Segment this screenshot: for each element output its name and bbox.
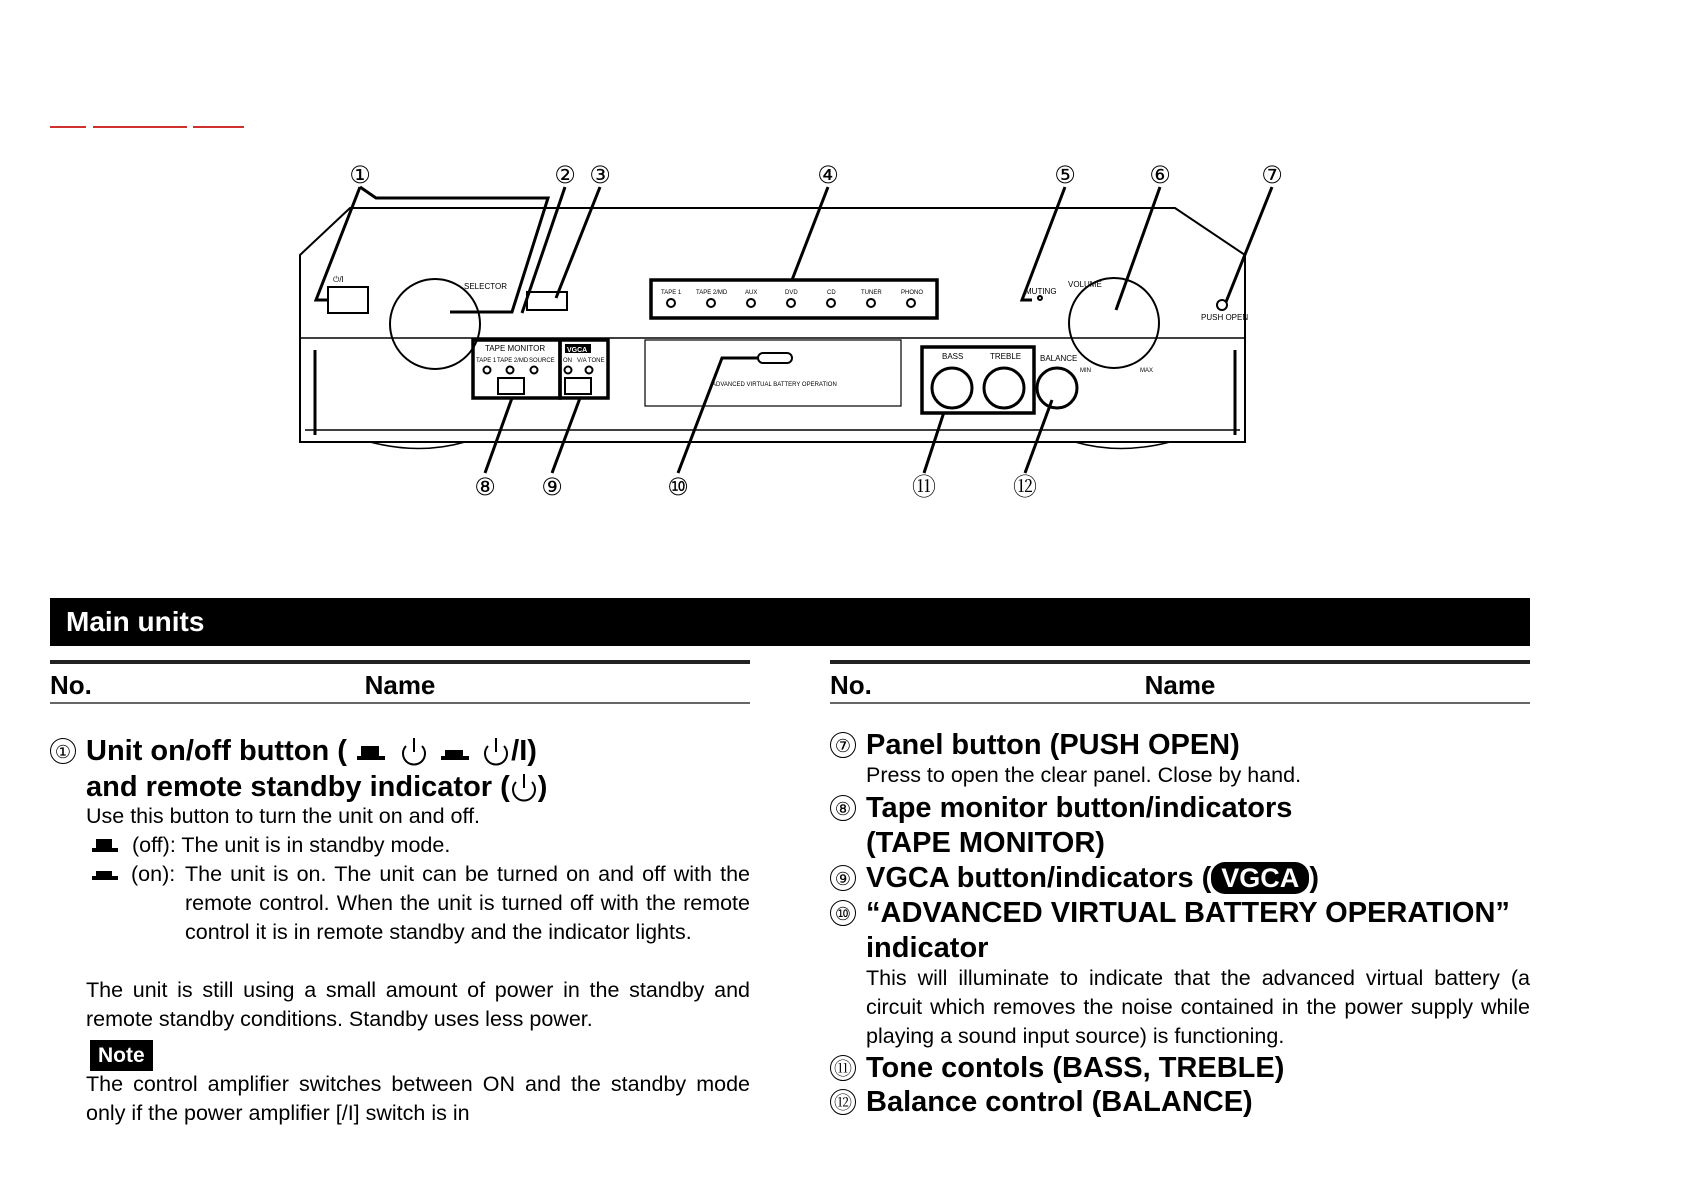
callout-5: ⑤	[1054, 161, 1076, 189]
tape-sub-2: TAPE 2/MD	[497, 358, 529, 364]
switch-on-icon	[439, 740, 473, 764]
callout-8: ⑧	[474, 473, 496, 501]
front-panel-diagram	[280, 150, 1300, 510]
item-1-title: Unit on/off button ( /I)	[86, 735, 537, 767]
item-7-text: Press to open the clear panel. Close by hand.	[866, 763, 1302, 787]
item-7-title: Panel button (PUSH OPEN)	[866, 729, 1240, 761]
item-9-title: VGCA button/indicators ( VGCA )	[866, 862, 1319, 894]
power-label: ⏻/I	[333, 275, 344, 284]
tape-monitor-label: TAPE MONITOR	[485, 344, 546, 353]
item-number: ⑫	[830, 1089, 856, 1115]
selector-knob	[390, 279, 480, 369]
power-usage-text: The unit is still using a small amount of power in the standby and remote standby conditions. Standby uses less power.	[86, 978, 750, 1031]
input-label-6: TUNER	[861, 290, 882, 296]
callout-9: ⑨	[541, 473, 563, 501]
header-rule-3	[193, 126, 244, 128]
right-column	[830, 660, 1530, 1118]
volume-max-label: MAX	[1140, 368, 1154, 374]
name-header: Name	[364, 670, 436, 700]
input-label-3: AUX	[745, 290, 758, 296]
note-label: Note	[90, 1040, 153, 1071]
item-8-title: Tape monitor button/indicators	[866, 792, 1293, 824]
balance-label: BALANCE	[1040, 354, 1078, 363]
header-rule-1	[50, 126, 86, 128]
item-12-title: Balance control (BALANCE)	[866, 1086, 1253, 1118]
bass-label: BASS	[942, 352, 964, 361]
input-label-4: DVD	[785, 290, 798, 296]
standby-indicator-icon	[510, 772, 538, 804]
off-label: (off):	[131, 833, 176, 857]
callout-3: ③	[589, 161, 611, 189]
callout-4: ④	[817, 161, 839, 189]
push-open-label: PUSH OPEN	[1201, 313, 1249, 322]
input-label-5: CD	[827, 290, 836, 296]
power-icon	[481, 736, 511, 768]
item-10-title: “ADVANCED VIRTUAL BATTERY OPERATION”	[866, 897, 1510, 929]
callout-6: ⑥	[1149, 161, 1171, 189]
power-standby-icon	[397, 736, 431, 768]
item-11-title: Tone contols (BASS, TREBLE)	[866, 1052, 1285, 1084]
item-number: ⑨	[830, 865, 856, 891]
volume-min-label: MIN	[1080, 368, 1091, 374]
left-table-header	[50, 660, 750, 704]
volume-label: VOLUME	[1068, 280, 1102, 289]
right-table-header	[830, 660, 1530, 704]
callout-1: ①	[349, 161, 371, 189]
note-block	[86, 1040, 750, 1071]
power-button-shape	[328, 287, 368, 313]
off-text: The unit is in standby mode.	[181, 833, 451, 857]
header-rule-2	[93, 126, 187, 128]
vgca-sub-2: V/A TONE	[577, 358, 605, 364]
item-10-title-line2: indicator	[866, 932, 989, 964]
item-1-intro: Use this button to turn the unit on and off.	[86, 804, 481, 828]
no-header: No.	[50, 670, 92, 700]
vgca-badge: VGCA	[1211, 862, 1309, 894]
item-number: ⑦	[830, 732, 856, 758]
volume-knob	[1069, 278, 1159, 368]
callout-7: ⑦	[1261, 161, 1283, 189]
section-title: Main units	[66, 606, 205, 637]
left-column	[50, 660, 750, 1125]
item-1-title-line2: and remote standby indicator ( )	[86, 771, 548, 803]
callout-10: ⑩	[667, 473, 689, 501]
avbo-label: ADVANCED VIRTUAL BATTERY OPERATION	[712, 382, 837, 388]
selector-label: SELECTOR	[464, 282, 507, 291]
item-number: ⑪	[830, 1055, 856, 1081]
item-number: ⑩	[830, 900, 856, 926]
input-label-7: PHONO	[901, 290, 924, 296]
on-label: (on):	[131, 862, 176, 886]
callout-2: ②	[554, 161, 576, 189]
on-row	[86, 860, 750, 947]
input-label-1: TAPE 1	[661, 290, 682, 296]
item-number: ⑧	[830, 795, 856, 821]
treble-label: TREBLE	[990, 352, 1022, 361]
item-10-text: This will illuminate to indicate that the advanced virtual battery (a circuit which removes the noise contained in the power supply while playing a sound input source) is functioning.	[866, 966, 1530, 1048]
item-8-title-line2: (TAPE MONITOR)	[866, 827, 1105, 859]
unit-body-outline	[300, 208, 1245, 442]
avbo-panel	[645, 340, 901, 406]
section-banner	[50, 598, 1530, 646]
on-text: The unit is on. The unit can be turned on and off with the remote control. When the unit is turned off with the remote control it is in remote standby and the indicator lights.	[185, 862, 750, 944]
callout-12: ⑫	[1013, 473, 1037, 501]
switch-on-icon	[90, 864, 120, 884]
switch-off-icon	[355, 740, 389, 764]
tape-sub-3: SOURCE	[529, 358, 555, 364]
input-label-2: TAPE 2/MD	[696, 290, 728, 296]
off-row	[86, 831, 750, 860]
item-number: ①	[50, 738, 76, 764]
muting-label: MUTING	[1025, 287, 1057, 296]
no-header: No.	[830, 670, 872, 700]
note-text: The control amplifier switches between ON and the standby mode only if the power amplifier [/I] switch is in	[86, 1072, 750, 1125]
name-header: Name	[1144, 670, 1216, 700]
tape-sub-1: TAPE 1	[476, 358, 497, 364]
callout-11: ⑪	[912, 473, 936, 501]
vgca-sub-1: ON	[563, 358, 572, 364]
vgca-label: VGCA	[567, 347, 588, 354]
switch-off-icon	[90, 836, 120, 856]
